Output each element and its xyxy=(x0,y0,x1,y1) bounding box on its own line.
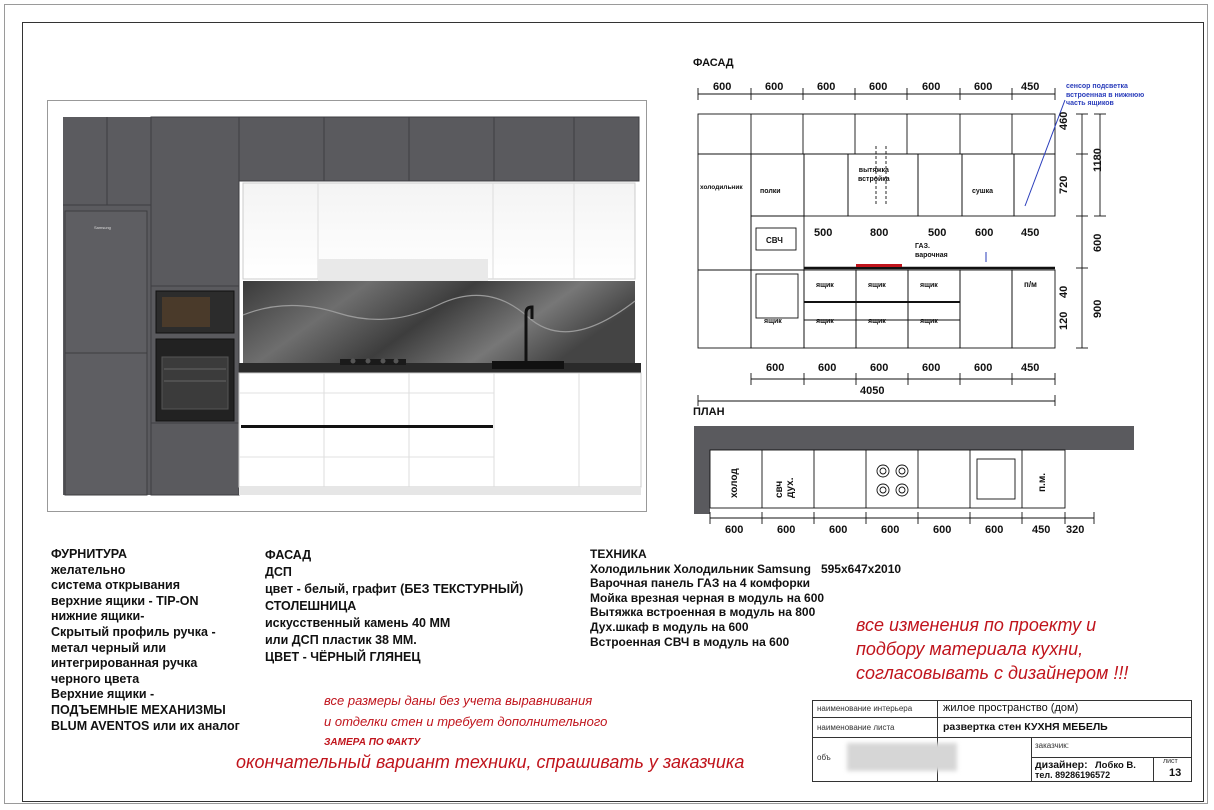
dishwasher-label: п/м xyxy=(1024,280,1037,289)
sheet-number: 13 xyxy=(1169,767,1182,779)
hood-label: вытяжка встройка xyxy=(858,167,890,183)
sizes-note: все размеры даны без учета выравнивания и отделки стен и требует дополнительного ЗАМЕРА ПО ФАКТУ xyxy=(324,693,608,748)
facade-title: ФАСАД xyxy=(693,57,734,69)
designer-label: дизайнер: xyxy=(1035,759,1088,771)
sheet-name-label: наименование листа xyxy=(817,723,895,732)
final-note: окончательный вариант техники, спрашивать у заказчика xyxy=(236,752,745,772)
facade-drawing xyxy=(690,76,1120,406)
fridge-label: холодильник xyxy=(700,184,743,191)
client-label: заказчик: xyxy=(1035,741,1069,750)
plan-title: ПЛАН xyxy=(693,406,725,418)
designer-phone: тел. 89286196572 xyxy=(1035,770,1111,780)
plan-dishwasher-label: п.м. xyxy=(1037,473,1048,492)
gas-hob-label: ГАЗ. варочная xyxy=(915,243,948,259)
dryer-label: сушка xyxy=(972,188,994,195)
plan-fridge-label: холод xyxy=(729,468,740,498)
kitchen-render xyxy=(47,100,647,512)
sensor-note: сенсор подсветка встроенная в нижнюю часть ящиков xyxy=(1066,83,1145,107)
designer-name: Лобко В. xyxy=(1095,760,1136,771)
sheet-name-value: развертка стен КУХНЯ МЕБЕЛЬ xyxy=(943,721,1108,733)
shelves-label: полки xyxy=(760,188,781,195)
fittings-notes: ФУРНИТУРА желательно система открывания верхние ящики - TIP-ON нижние ящики- Скрытый профиль ручка - метал черный или интегрированная ручка черного цвета Верхние ящики - ПОДЪЕМНЫЕ МЕХАНИЗМЫ BLUM AVENTOS или их аналог xyxy=(51,547,240,733)
title-block xyxy=(812,700,1192,782)
interior-name-value: жилое пространство (дом) xyxy=(943,702,1079,714)
plan-microwave-label: свч дух. xyxy=(774,477,796,498)
changes-note: все изменения по проекту и подбору материала кухни, согласовывать с дизайнером !!! xyxy=(856,615,1129,683)
sheet-number-label: лист xyxy=(1163,758,1178,765)
interior-name-label: наименование интерьера xyxy=(817,704,913,713)
microwave-label: СВЧ xyxy=(766,236,783,245)
facade-notes: ФАСАД ДСП цвет - белый, графит (БЕЗ ТЕКСТУРНЫЙ) СТОЛЕШНИЦА искусственный камень 40 ММ или ДСП пластик 38 ММ. ЦВЕТ - ЧЁРНЫЙ ГЛЯНЕЦ xyxy=(265,548,524,664)
redacted-object xyxy=(847,743,957,771)
total-width: 4050 xyxy=(860,385,885,397)
object-label: объ xyxy=(817,753,831,762)
kitchen-render-image xyxy=(48,101,647,512)
appliances-notes: ТЕХНИКА Холодильник Холодильник Samsung 595x647x2010 Варочная панель ГАЗ на 4 комфорки Мойка врезная черная в модуль на 600 Вытяжка встроенная в модуль на 800 Дух.шкаф в модуль на 600 Встроенная СВЧ в модуль на 600 xyxy=(590,547,902,649)
fridge-brand-label: Samsung xyxy=(94,225,111,230)
